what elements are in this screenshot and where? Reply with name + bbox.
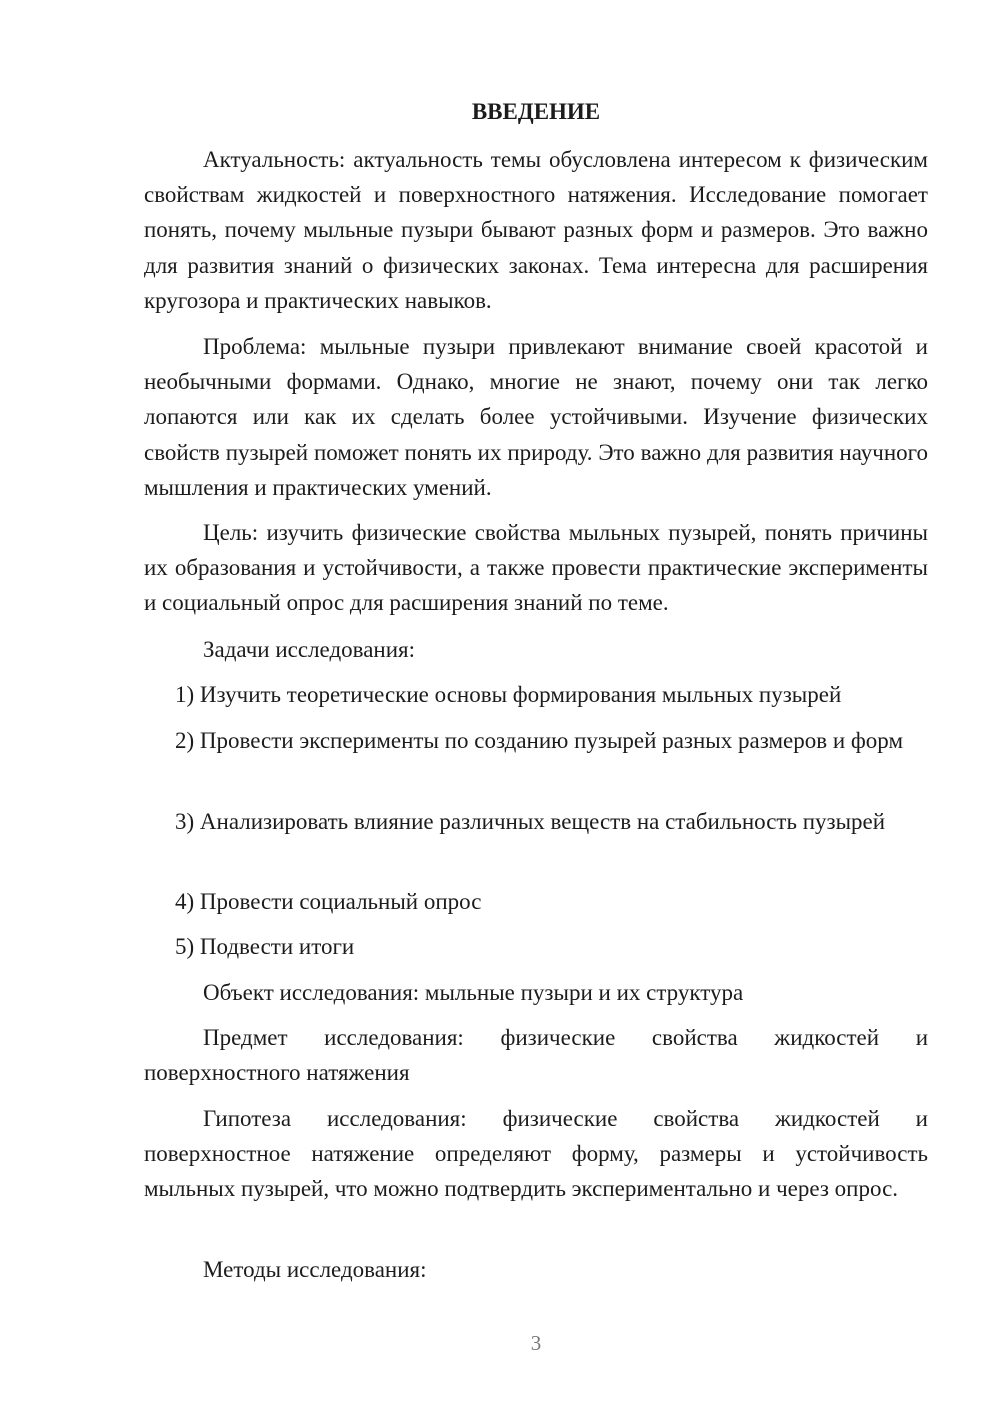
relevance-paragraph: Актуальность: актуальность темы обусловлена интересом к физическим свойствам жидкостей и поверхностного натяжения. Исследование помогает понять, почему мыльные пузыри бывают разных форм и размеров. Это важно для развития знаний о физических законах. Тема интересна для расширения кругозора и практических навыков. — [144, 147, 928, 313]
subject-paragraph: Предмет исследования: физические свойства жидкостей и поверхностного натяжения — [144, 1025, 928, 1086]
task-item-3: 3) Анализировать влияние различных веществ на стабильность пузырей — [175, 809, 886, 834]
task-item-2: 2) Провести эксперименты по созданию пузырей разных размеров и форм — [175, 728, 904, 753]
page-title: ВВЕДЕНИЕ — [471, 99, 601, 124]
task-item-1: 1) Изучить теоретические основы формирования мыльных пузырей — [175, 682, 842, 707]
page-number: 3 — [530, 1331, 542, 1355]
task-item-5: 5) Подвести итоги — [175, 934, 355, 959]
problem-paragraph: Проблема: мыльные пузыри привлекают внимание своей красотой и необычными формами. Однако, многие не знают, почему они так легко лопаются или как их сделать более устойчивыми. Изучение физических свойств пузырей поможет понять их природу. Это важно для развития научного мышления и практических умений. — [144, 334, 928, 500]
object-paragraph: Объект исследования: мыльные пузыри и их структура — [203, 980, 744, 1005]
hypothesis-paragraph: Гипотеза исследования: физические свойства жидкостей и поверхностное натяжение определяют форму, размеры и устойчивость мыльных пузырей, что можно подтвердить экспериментально и через опрос. — [144, 1106, 928, 1202]
tasks-heading: Задачи исследования: — [203, 637, 416, 662]
methods-paragraph: Методы исследования: — [203, 1257, 427, 1282]
goal-paragraph: Цель: изучить физические свойства мыльных пузырей, понять причины их образования и устойчивости, а также провести практические эксперименты и социальный опрос для расширения знаний по теме. — [144, 520, 928, 616]
task-item-4: 4) Провести социальный опрос — [175, 889, 482, 914]
